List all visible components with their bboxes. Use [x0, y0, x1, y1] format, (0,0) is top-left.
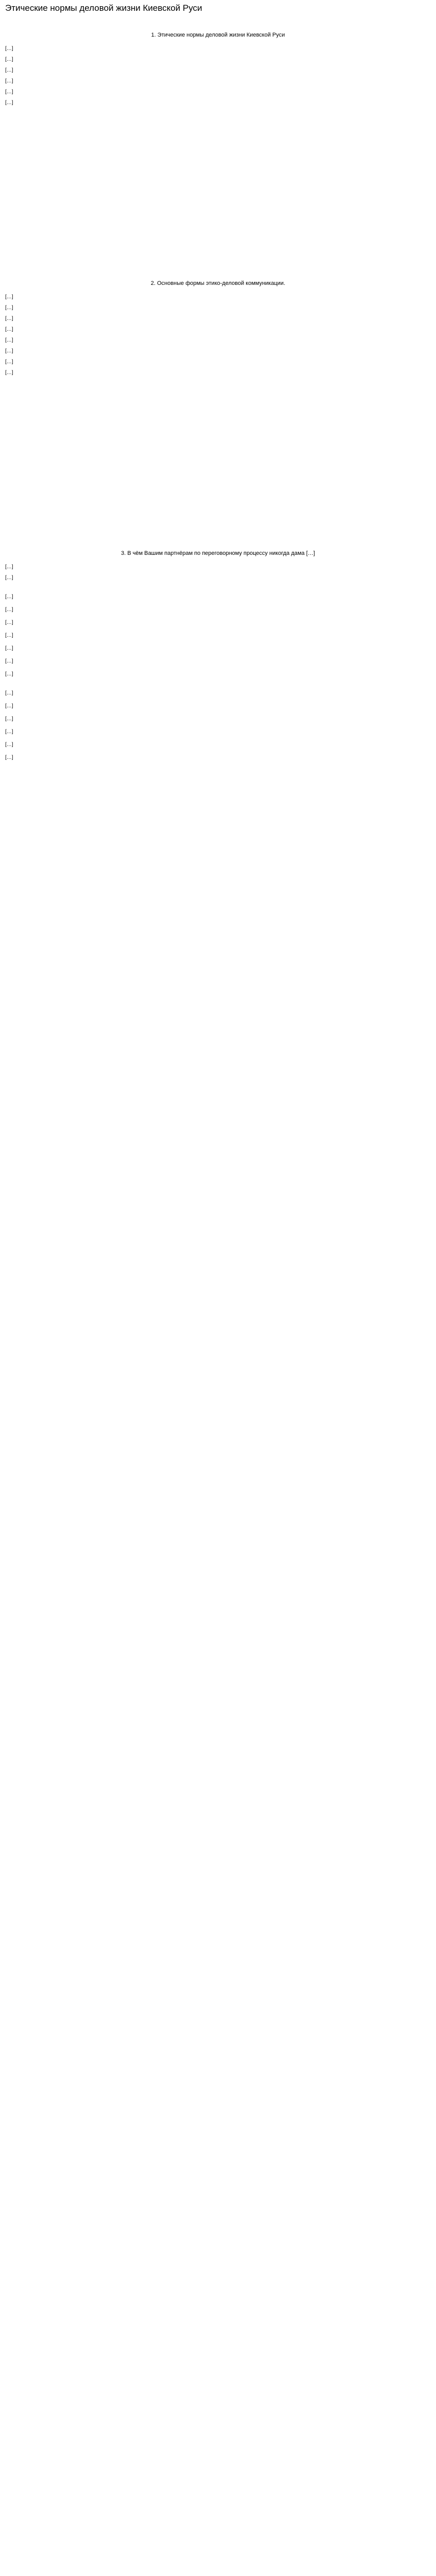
rule-item: […] — [5, 690, 13, 696]
paragraph: […] — [5, 327, 13, 332]
rule-item: […] — [5, 671, 13, 677]
rules-women — [5, 594, 431, 677]
paragraph: […] — [5, 78, 13, 84]
paragraph: […] — [5, 575, 13, 581]
paragraph: […] — [5, 337, 13, 343]
section-1 — [5, 32, 431, 106]
rules-men — [5, 690, 431, 761]
section-heading: 3. В чём Вашим партнёрам по переговорному процессу никогда дама […] — [121, 550, 315, 556]
rule-item: […] — [5, 646, 13, 651]
section-heading: 1. Этические нормы деловой жизни Киевской Руси — [151, 32, 285, 38]
paragraph: […] — [5, 294, 13, 300]
section-heading: 2. Основные формы этико-деловой коммуникации. — [150, 280, 286, 286]
rule-item: […] — [5, 755, 13, 760]
rule-item: […] — [5, 607, 13, 613]
page-title: Этические нормы деловой жизни Киевской Руси — [5, 3, 202, 13]
paragraph: […] — [5, 46, 13, 52]
paragraph: […] — [5, 67, 13, 73]
rule-item: […] — [5, 729, 13, 735]
paragraph: […] — [5, 316, 13, 321]
paragraph: […] — [5, 305, 13, 311]
section-3 — [5, 550, 431, 581]
paragraph: […] — [5, 100, 13, 106]
paragraph: […] — [5, 359, 13, 365]
paragraph: […] — [5, 57, 13, 62]
rule-item: […] — [5, 658, 13, 664]
rule-item: […] — [5, 716, 13, 722]
section-2 — [5, 280, 431, 376]
rule-item: […] — [5, 594, 13, 600]
paragraph: […] — [5, 564, 13, 570]
rule-item: […] — [5, 633, 13, 638]
rule-item: […] — [5, 742, 13, 748]
paragraph: […] — [5, 348, 13, 354]
rule-item: […] — [5, 703, 13, 709]
rule-item: […] — [5, 620, 13, 625]
paragraph: […] — [5, 89, 13, 95]
paragraph: […] — [5, 370, 13, 376]
